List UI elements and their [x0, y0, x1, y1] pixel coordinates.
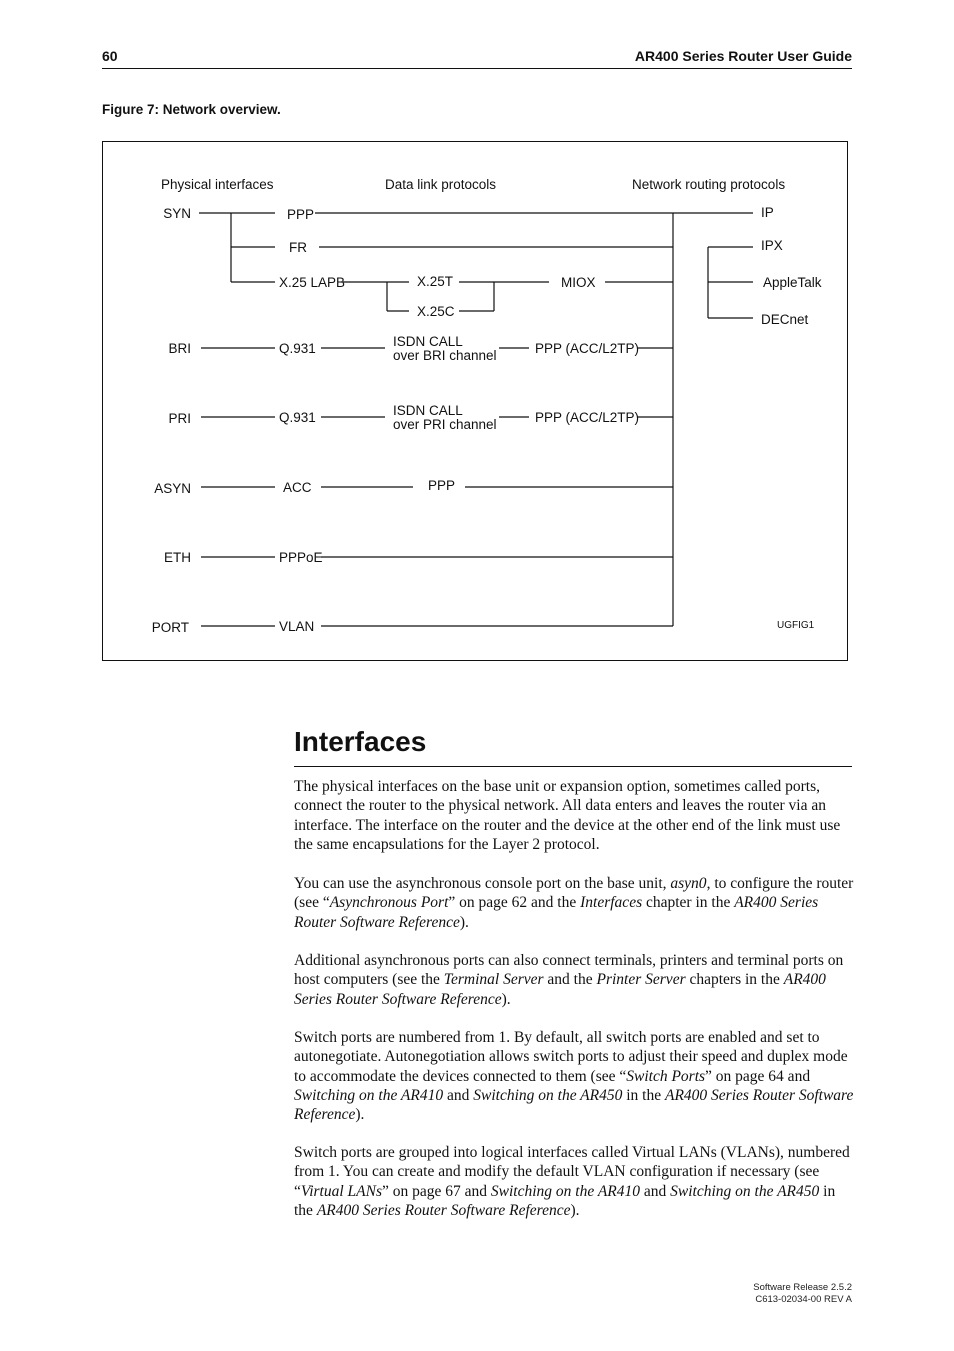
paragraph-physical-interfaces: The physical interfaces on the base unit or expansion option, sometimes called ports, connect the router to the physical network. All data enters and leaves the router via an interface. The interface on the router and the device at the other end of the link must use the same encapsulations for the Layer 2 protocol. [294, 778, 841, 853]
paragraph-switch-ports: Switch ports are numbered from 1. By default, all switch ports are enabled and set to autonegotiate. Autonegotiation allows switch ports to adjust their speed and duplex mode to accommodate the devices connected to them (see “Switch Ports” on page 64 and Switching on the AR410 and Switching on the AR450 in the AR400 Series Router Software Reference). [294, 1029, 854, 1124]
phys-pri: PRI [168, 411, 191, 426]
l2b-ppp-async: PPP [428, 478, 456, 493]
l2c-miox: MIOX [561, 275, 596, 290]
l2b-x25t: X.25T [417, 274, 454, 289]
footer-doc-number: C613-02034-00 REV A [755, 1293, 852, 1305]
figure-caption: Figure 7: Network overview. [102, 102, 281, 117]
l2-ppp: PPP [287, 207, 315, 222]
l2-x25lapb: X.25 LAPB [279, 275, 346, 290]
l2-q931-bri: Q.931 [279, 341, 316, 356]
paragraph-async-console: You can use the asynchronous console port on the base unit, asyn0, to configure the router (see “Asynchronous Port” on page 62 and the Interfaces chapter in the AR400 Series Router Software Reference). [294, 875, 854, 931]
footer [753, 1282, 852, 1305]
column-header-physical: Physical interfaces [161, 177, 274, 192]
l2b-x25c: X.25C [417, 304, 455, 319]
routing-ipx: IPX [761, 238, 783, 253]
l2b-isdn-pri-2: over PRI channel [393, 417, 497, 432]
l2b-isdn-bri-1: ISDN CALL [393, 334, 463, 349]
phys-asyn: ASYN [154, 481, 191, 496]
section-rule [294, 766, 852, 767]
l2b-isdn-bri-2: over BRI channel [393, 348, 497, 363]
network-overview-figure [102, 141, 848, 661]
phys-port: PORT [151, 620, 189, 635]
running-header-title: AR400 Series Router User Guide [634, 48, 852, 64]
routing-decnet: DECnet [761, 312, 809, 327]
paragraph-additional-async: Additional asynchronous ports can also connect terminals, printers and terminal ports on host computers (see the Terminal Server and the Printer Server chapters in the AR400 Series Router Software Reference). [294, 952, 844, 1008]
l2-q931-pri: Q.931 [279, 410, 316, 425]
routing-ip: IP [761, 205, 774, 220]
header-rule [102, 68, 852, 69]
paragraph-vlans: Switch ports are grouped into logical interfaces called Virtual LANs (VLANs), numbered from 1. You can create and modify the default VLAN configuration if necessary (see “Virtual LANs” on page 67 and Switching on the AR410 and Switching on the AR450 in the AR400 Series Router Software Reference). [294, 1144, 850, 1219]
column-header-data-link: Data link protocols [385, 177, 497, 192]
l2c-ppp-acc-bri: PPP (ACC/L2TP) [535, 341, 640, 356]
figure-id-label: UGFIG1 [777, 620, 815, 631]
footer-release: Software Release 2.5.2 [753, 1282, 852, 1293]
l2-pppoe: PPPoE [279, 550, 323, 565]
phys-syn: SYN [163, 206, 191, 221]
network-diagram [103, 142, 849, 662]
l2-fr: FR [289, 240, 307, 255]
l2b-isdn-pri-1: ISDN CALL [393, 403, 463, 418]
column-header-routing: Network routing protocols [632, 177, 786, 192]
phys-bri: BRI [168, 341, 191, 356]
l2c-ppp-acc-pri: PPP (ACC/L2TP) [535, 410, 640, 425]
l2-acc: ACC [283, 480, 312, 495]
l2-vlan: VLAN [279, 619, 315, 634]
page-number: 60 [102, 48, 118, 64]
routing-appletalk: AppleTalk [763, 275, 822, 290]
phys-eth: ETH [164, 550, 191, 565]
section-heading: Interfaces [294, 726, 427, 757]
